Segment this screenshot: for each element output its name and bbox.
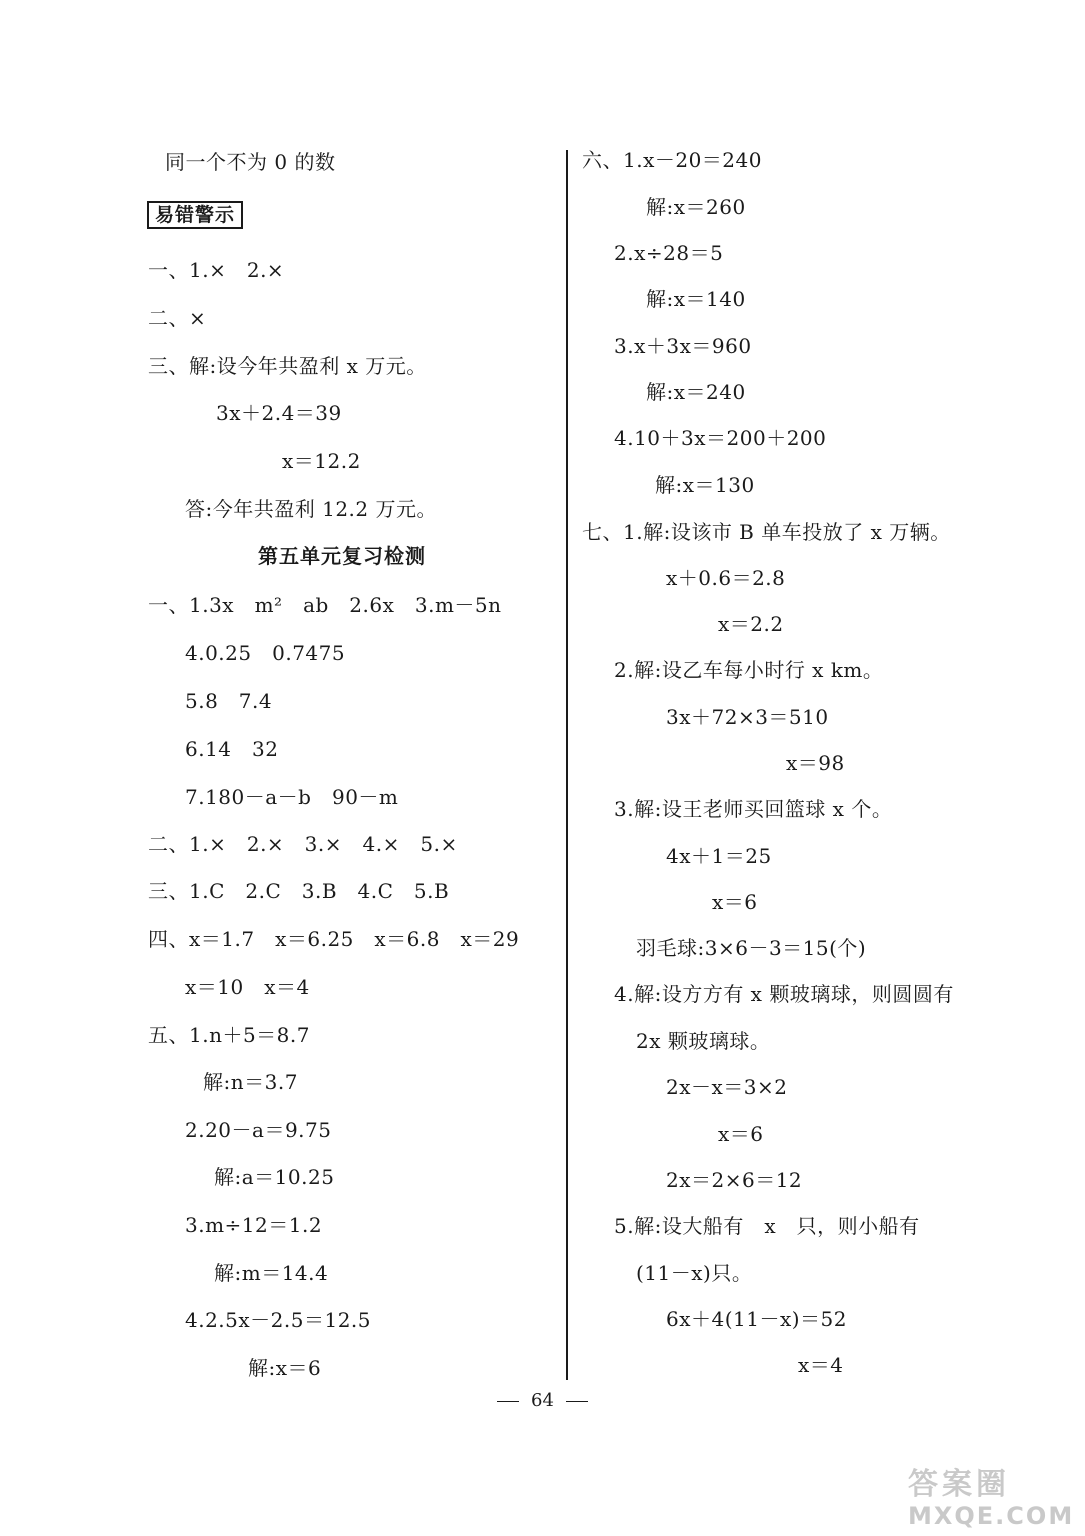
answer-line: 4.10＋3x＝200＋200 xyxy=(614,426,827,450)
answer-line: 答:今年共盈利 12.2 万元。 xyxy=(185,497,437,521)
dash-left xyxy=(497,1401,519,1402)
answer-line: 5.8 7.4 xyxy=(185,689,273,713)
answer-line: 二、1.× 2.× 3.× 4.× 5.× xyxy=(148,832,458,856)
intro-line: 同一个不为 0 的数 xyxy=(165,150,336,174)
equation-line: 3x＋72×3＝510 xyxy=(666,705,829,729)
answer-line: 4.2.5x－2.5＝12.5 xyxy=(185,1308,372,1332)
equation-line: 3x＋2.4＝39 xyxy=(216,401,342,425)
equation-line: 6x＋4(11－x)＝52 xyxy=(666,1307,848,1331)
answer-line: 五、1.n＋5＝8.7 xyxy=(148,1023,310,1047)
answer-line: 4.0.25 0.7475 xyxy=(185,641,346,665)
equation-line: 2x－x＝3×2 xyxy=(666,1075,788,1099)
equation-line: x＝6 xyxy=(712,890,758,914)
equation-line: 4x＋1＝25 xyxy=(666,844,772,868)
equation-line: x＝6 xyxy=(718,1122,764,1146)
answer-line: 4.解:设方方有 x 颗玻璃球，则圆圆有 xyxy=(614,982,954,1006)
answer-line: 2.解:设乙车每小时行 x km。 xyxy=(614,658,884,682)
answer-line: 七、1.解:设该市 B 单车投放了 x 万辆。 xyxy=(582,520,951,544)
equation-line: x＋0.6＝2.8 xyxy=(666,566,786,590)
answer-line: 2.x÷28＝5 xyxy=(614,241,724,265)
answer-line: 四、x＝1.7 x＝6.25 x＝6.8 x＝29 xyxy=(148,927,520,951)
answer-line: 一、1.3x m² ab 2.6x 3.m－5n xyxy=(148,593,502,617)
solution-line: 解:x＝130 xyxy=(655,473,755,497)
answer-line: 3.m÷12＝1.2 xyxy=(185,1213,323,1237)
solution-line: 解:x＝240 xyxy=(646,380,746,404)
equation-line: x＝98 xyxy=(786,751,845,775)
equation-line: x＝12.2 xyxy=(282,449,361,473)
warning-answer-2: 二、× xyxy=(148,306,207,330)
answer-line: 羽毛球:3×6－3＝15(个) xyxy=(636,936,867,960)
answer-line: (11－x)只。 xyxy=(636,1261,753,1285)
answer-line: 3.x＋3x＝960 xyxy=(614,334,752,358)
warning-answer-1: 一、1.× 2.× xyxy=(148,258,285,282)
solution-line: 解:x＝140 xyxy=(646,287,746,311)
answer-line: x＝10 x＝4 xyxy=(185,975,310,999)
warning-answer-3: 三、解:设今年共盈利 x 万元。 xyxy=(148,354,427,378)
page-number xyxy=(0,1390,1085,1411)
page-number-text: 64 xyxy=(531,1390,554,1411)
answer-line: 7.180－a－b 90－m xyxy=(185,785,399,809)
solution-line: 解:x＝6 xyxy=(248,1356,322,1380)
answer-line: 六、1.x－20＝240 xyxy=(582,148,762,172)
solution-line: 解:x＝260 xyxy=(646,195,746,219)
watermark-logo: 答案圈 xyxy=(908,1467,1010,1502)
dash-right xyxy=(566,1401,588,1402)
watermark xyxy=(908,1468,1080,1532)
solution-line: 解:n＝3.7 xyxy=(203,1070,298,1094)
answer-line: 3.解:设王老师买回篮球 x 个。 xyxy=(614,797,893,821)
equation-line: x＝2.2 xyxy=(718,612,784,636)
answer-line: 2x 颗玻璃球。 xyxy=(636,1029,771,1053)
section-title: 第五单元复习检测 xyxy=(258,544,426,568)
answer-line: 6.14 32 xyxy=(185,737,279,761)
solution-line: 解:m＝14.4 xyxy=(214,1261,329,1285)
answer-line: 三、1.C 2.C 3.B 4.C 5.B xyxy=(148,879,450,903)
answer-line: 2.20－a＝9.75 xyxy=(185,1118,332,1142)
answer-line: 5.解:设大船有 x 只，则小船有 xyxy=(614,1214,920,1238)
column-divider xyxy=(566,150,568,1380)
equation-line: 2x＝2×6＝12 xyxy=(666,1168,803,1192)
warning-box: 易错警示 xyxy=(147,201,243,229)
watermark-url: MXQE.COM xyxy=(908,1502,1075,1530)
equation-line: x＝4 xyxy=(798,1353,844,1377)
solution-line: 解:a＝10.25 xyxy=(214,1165,335,1189)
